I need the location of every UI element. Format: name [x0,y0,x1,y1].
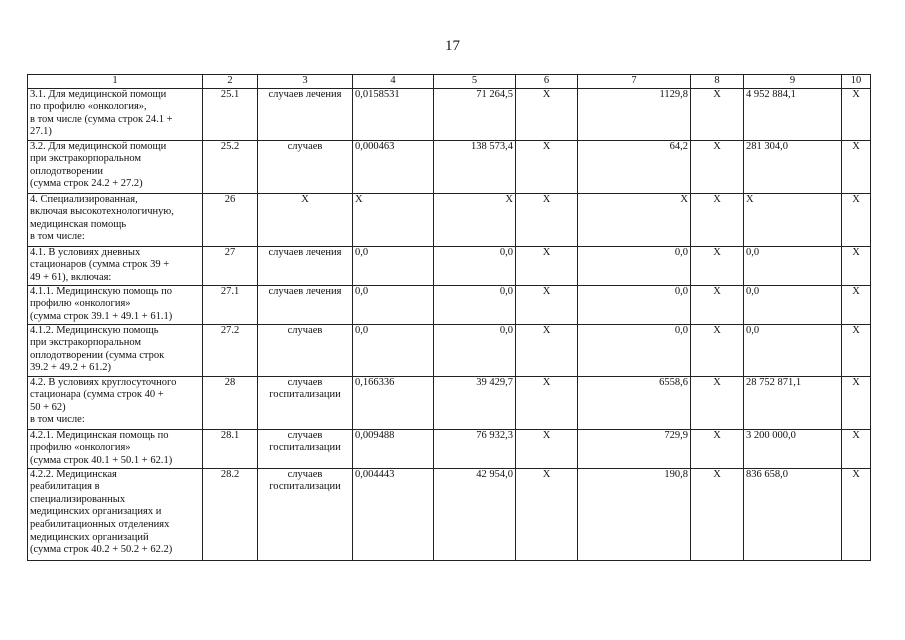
row-description-line: 4.2. В условиях круглосуточного [30,376,177,388]
table-cell: 0,000463 [353,140,434,193]
table-row [28,324,871,376]
table-cell: X [691,468,744,560]
row-description [28,376,203,429]
table-cell: 0,004443 [353,468,434,560]
table-cell: 28 752 871,1 [744,376,842,429]
table-cell: 27.2 [203,324,258,376]
row-description-line: медицинских организаций [30,531,149,543]
row-description-line: 4. Специализированная, [30,193,138,205]
row-description-line: стационаров (сумма строк 39 + [30,259,170,271]
table-cell: 42 954,0 [434,468,516,560]
table-cell: 71 264,5 [434,88,516,140]
row-description-line: 3.2. Для медицинской помощи [30,140,167,152]
table-cell: 3 200 000,0 [744,429,842,468]
table-cell: X [516,429,578,468]
table-cell: 0,166336 [353,376,434,429]
table-cell: 0,0 [434,246,516,285]
table-row [28,246,871,285]
row-description-line: стационара (сумма строк 40 + [30,389,164,401]
table-row [28,140,871,193]
table-cell: X [516,88,578,140]
table-cell: 28 [203,376,258,429]
row-description [28,88,203,140]
row-description [28,429,203,468]
table-cell: 1129,8 [578,88,691,140]
row-description-line: 4.2.1. Медицинская помощь по [30,429,169,441]
row-description [28,468,203,560]
table-cell: 836 658,0 [744,468,842,560]
row-description-line: 27.1) [30,126,52,138]
table-row [28,88,871,140]
table-cell: 0,0 [744,324,842,376]
table-cell: X [842,140,871,193]
table-cell: 0,0 [744,285,842,324]
row-description [28,285,203,324]
row-description-line: (сумма строк 39.1 + 49.1 + 61.1) [30,310,173,322]
table-cell: случаев госпитализации [258,429,353,468]
table-cell: 729,9 [578,429,691,468]
table-cell: X [842,193,871,246]
row-description-line: 39.2 + 49.2 + 61.2) [30,362,111,374]
table-cell: 25.2 [203,140,258,193]
table-cell: X [842,324,871,376]
row-description-line: 4.1.1. Медицинскую помощь по [30,285,173,297]
table-cell: 0,0 [578,285,691,324]
table-cell: случаев лечения [258,246,353,285]
table-cell: 0,0 [744,246,842,285]
row-description-line: 3.1. Для медицинской помощи [30,88,167,100]
row-description-line: при экстракорпоральном [30,337,142,349]
row-description-line: в том числе (сумма строк 24.1 + [30,113,173,125]
table-cell: 27.1 [203,285,258,324]
row-description-line: медицинских организациях и [30,506,162,518]
table-cell: X [353,193,434,246]
row-description-line: 50 + 62) [30,401,66,413]
column-number: 1 [28,75,203,89]
column-number: 4 [353,75,434,89]
table-cell: 26 [203,193,258,246]
table-cell: X [691,324,744,376]
table-cell: случаев [258,324,353,376]
table-cell: X [842,376,871,429]
table-cell: 4 952 884,1 [744,88,842,140]
table-cell: 0,0 [353,246,434,285]
table-cell: 0,0 [353,324,434,376]
table-cell: 281 304,0 [744,140,842,193]
column-number-row [28,75,871,89]
table-cell: случаев [258,140,353,193]
row-description [28,324,203,376]
table-cell: X [516,140,578,193]
table-row [28,429,871,468]
row-description-line: оплодотворении [30,165,104,177]
row-description-line: реабилитационных отделениях [30,518,170,530]
row-description-line: 4.1. В условиях дневных [30,246,141,258]
table-cell: 0,0158531 [353,88,434,140]
table-cell: 76 932,3 [434,429,516,468]
row-description-line: профилю «онкология» [30,442,131,454]
table-cell: 0,0 [578,324,691,376]
table-cell: X [842,285,871,324]
table-cell: 0,0 [434,285,516,324]
table-cell: 0,0 [578,246,691,285]
column-number: 9 [744,75,842,89]
table-row [28,193,871,246]
table-cell: X [842,88,871,140]
row-description-line: (сумма строк 40.2 + 50.2 + 62.2) [30,544,173,556]
table-cell: X [691,285,744,324]
row-description-line: 49 + 61), включая: [30,271,112,283]
row-description-line: реабилитация в [30,481,100,493]
table-body [28,88,871,560]
row-description-line: (сумма строк 40.1 + 50.1 + 62.1) [30,454,173,466]
column-number: 2 [203,75,258,89]
table-cell: X [842,468,871,560]
table-cell: X [516,468,578,560]
table-cell: 28.2 [203,468,258,560]
row-description [28,140,203,193]
table-cell: случаев госпитализации [258,468,353,560]
row-description-line: профилю «онкология» [30,298,131,310]
table-cell: X [744,193,842,246]
table-cell: 27 [203,246,258,285]
table-cell: X [258,193,353,246]
column-number: 10 [842,75,871,89]
table-row [28,376,871,429]
table-cell: X [691,429,744,468]
row-description [28,246,203,285]
table-row [28,468,871,560]
table-cell: X [842,429,871,468]
row-description-line: 4.2.2. Медицинская [30,468,117,480]
table-cell: X [434,193,516,246]
table-cell: случаев лечения [258,88,353,140]
row-description-line: в том числе: [30,231,85,243]
row-description-line: включая высокотехнологичную, [30,206,174,218]
table-cell: X [691,88,744,140]
table-cell: X [516,324,578,376]
row-description [28,193,203,246]
row-description-line: при экстракорпоральном [30,153,142,165]
table-cell: 0,009488 [353,429,434,468]
row-description-line: в том числе: [30,414,85,426]
table-cell: 190,8 [578,468,691,560]
row-description-line: по профилю «онкология», [30,101,147,113]
table-cell: 138 573,4 [434,140,516,193]
row-description-line: специализированных [30,493,126,505]
table-cell: 25.1 [203,88,258,140]
table-cell: X [691,140,744,193]
table-cell: X [516,246,578,285]
row-description-line: оплодотворении (сумма строк [30,349,165,361]
page-number: 17 [445,38,460,54]
row-description-line: (сумма строк 24.2 + 27.2) [30,178,143,190]
row-description-line: 4.1.2. Медицинскую помощь [30,324,159,336]
table-cell: X [516,285,578,324]
table-cell: 0,0 [434,324,516,376]
column-number: 8 [691,75,744,89]
data-table [27,74,871,561]
table-cell: X [842,246,871,285]
table-cell: 28.1 [203,429,258,468]
table-row [28,285,871,324]
table-cell: X [691,246,744,285]
table-cell: X [578,193,691,246]
column-number: 6 [516,75,578,89]
column-number: 5 [434,75,516,89]
column-number: 3 [258,75,353,89]
table-cell: X [516,193,578,246]
table-cell: случаев госпитализации [258,376,353,429]
table-cell: 6558,6 [578,376,691,429]
table-cell: X [691,193,744,246]
table-cell: 0,0 [353,285,434,324]
table-cell: случаев лечения [258,285,353,324]
column-number: 7 [578,75,691,89]
table-cell: X [691,376,744,429]
table-cell: 64,2 [578,140,691,193]
table-cell: 39 429,7 [434,376,516,429]
table-cell: X [516,376,578,429]
row-description-line: медицинская помощь [30,218,127,230]
